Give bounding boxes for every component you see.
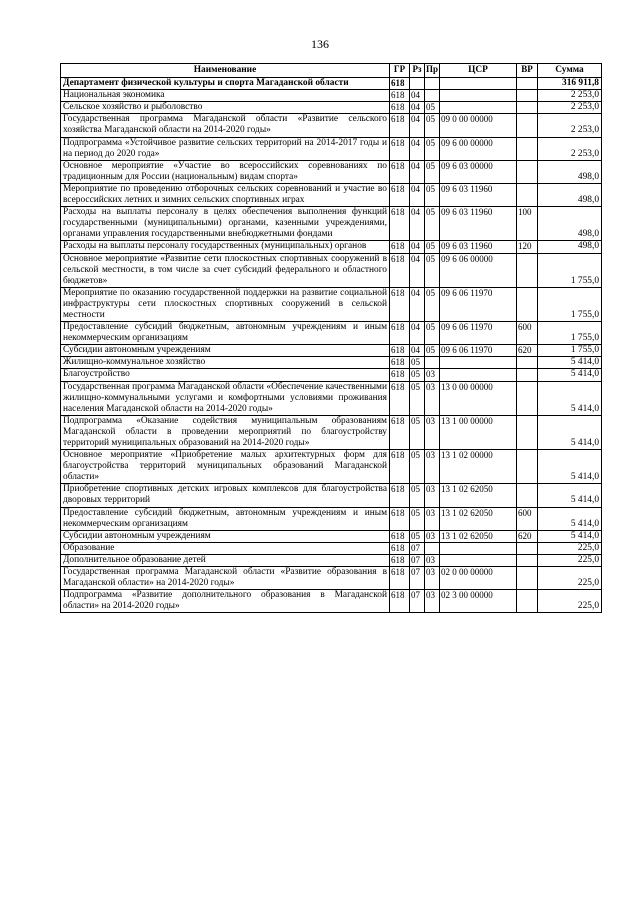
cell-name: Подпрограмма «Устойчивое развитие сельских территорий на 2014-2017 годы и на период до 2020 года» bbox=[61, 137, 390, 160]
cell-pr bbox=[425, 78, 440, 90]
cell-pr: 05 bbox=[425, 253, 440, 287]
cell-sum: 5 414,0 bbox=[538, 507, 602, 530]
table-row bbox=[61, 415, 602, 449]
table-row bbox=[61, 253, 602, 287]
cell-pr: 05 bbox=[425, 322, 440, 345]
cell-name: Национальная экономика bbox=[61, 90, 390, 102]
cell-csr bbox=[440, 542, 517, 554]
cell-csr: 09 6 03 11960 bbox=[440, 241, 517, 253]
cell-rz: 07 bbox=[410, 567, 425, 590]
cell-gr: 618 bbox=[390, 160, 410, 183]
cell-vr: 620 bbox=[517, 345, 538, 357]
cell-vr bbox=[517, 114, 538, 137]
table-row bbox=[61, 207, 602, 241]
cell-vr bbox=[517, 590, 538, 613]
cell-sum: 5 414,0 bbox=[538, 357, 602, 369]
table-row bbox=[61, 369, 602, 381]
cell-csr: 13 1 02 62050 bbox=[440, 530, 517, 542]
cell-name: Государственная программа Магаданской области «Развитие сельского хозяйства Магаданской области на 2014-2020 годы» bbox=[61, 114, 390, 137]
table-row bbox=[61, 507, 602, 530]
cell-sum: 5 414,0 bbox=[538, 415, 602, 449]
cell-name: Основное мероприятие «Приобретение малых архитектурных форм для благоустройства территорий муниципальных образований Магаданской области» bbox=[61, 450, 390, 484]
table-row bbox=[61, 345, 602, 357]
cell-vr: 600 bbox=[517, 322, 538, 345]
table-row bbox=[61, 287, 602, 321]
cell-sum: 316 911,8 bbox=[538, 78, 602, 90]
cell-vr: 100 bbox=[517, 207, 538, 241]
cell-rz: 07 bbox=[410, 554, 425, 566]
table-row bbox=[61, 102, 602, 114]
cell-sum: 5 414,0 bbox=[538, 381, 602, 415]
cell-csr: 09 6 03 00000 bbox=[440, 160, 517, 183]
cell-gr: 618 bbox=[390, 114, 410, 137]
cell-name: Основное мероприятие «Участие во всероссийских соревнованиях по традиционным для России (национальным) видам спорта» bbox=[61, 160, 390, 183]
cell-rz: 04 bbox=[410, 345, 425, 357]
cell-gr: 618 bbox=[390, 567, 410, 590]
cell-sum: 2 253,0 bbox=[538, 114, 602, 137]
cell-rz: 04 bbox=[410, 253, 425, 287]
cell-csr bbox=[440, 369, 517, 381]
cell-pr: 03 bbox=[425, 415, 440, 449]
cell-name: Субсидии автономным учреждениям bbox=[61, 345, 390, 357]
cell-rz: 05 bbox=[410, 369, 425, 381]
cell-csr bbox=[440, 102, 517, 114]
cell-gr: 618 bbox=[390, 542, 410, 554]
header-name: Наименование bbox=[61, 64, 390, 78]
cell-name: Государственная программа Магаданской области «Развитие образования в Магаданской области» на 2014-2020 годы» bbox=[61, 567, 390, 590]
cell-vr bbox=[517, 369, 538, 381]
cell-rz: 05 bbox=[410, 450, 425, 484]
cell-sum: 498,0 bbox=[538, 160, 602, 183]
cell-rz: 04 bbox=[410, 160, 425, 183]
cell-rz: 05 bbox=[410, 507, 425, 530]
cell-name: Государственная программа Магаданской области «Обеспечение качественными жилищно-коммунальными услугами и комфортными условиями проживания населения Магаданской области на 2014-2020 годы» bbox=[61, 381, 390, 415]
cell-vr bbox=[517, 381, 538, 415]
cell-name: Субсидии автономным учреждениям bbox=[61, 530, 390, 542]
cell-sum: 225,0 bbox=[538, 590, 602, 613]
cell-vr bbox=[517, 357, 538, 369]
table-row bbox=[61, 530, 602, 542]
table-row bbox=[61, 137, 602, 160]
cell-csr: 09 6 00 00000 bbox=[440, 137, 517, 160]
cell-vr bbox=[517, 450, 538, 484]
cell-pr: 03 bbox=[425, 530, 440, 542]
cell-csr bbox=[440, 90, 517, 102]
cell-rz: 04 bbox=[410, 207, 425, 241]
cell-gr: 618 bbox=[390, 78, 410, 90]
cell-vr bbox=[517, 287, 538, 321]
header-csr: ЦСР bbox=[440, 64, 517, 78]
cell-rz: 04 bbox=[410, 287, 425, 321]
cell-sum: 498,0 bbox=[538, 207, 602, 241]
table-row bbox=[61, 114, 602, 137]
cell-name: Сельское хозяйство и рыболовство bbox=[61, 102, 390, 114]
cell-pr: 05 bbox=[425, 241, 440, 253]
cell-vr bbox=[517, 484, 538, 507]
cell-pr: 03 bbox=[425, 590, 440, 613]
cell-vr bbox=[517, 253, 538, 287]
table-row bbox=[61, 357, 602, 369]
cell-gr: 618 bbox=[390, 253, 410, 287]
cell-gr: 618 bbox=[390, 357, 410, 369]
cell-csr bbox=[440, 357, 517, 369]
cell-gr: 618 bbox=[390, 102, 410, 114]
cell-name: Расходы на выплаты персоналу в целях обеспечения выполнения функций государственными (муниципальными) органами, казенными учреждениями, органами управления государственными внебюджетными фондами bbox=[61, 207, 390, 241]
cell-pr bbox=[425, 90, 440, 102]
cell-pr: 05 bbox=[425, 137, 440, 160]
cell-vr: 620 bbox=[517, 530, 538, 542]
cell-pr: 05 bbox=[425, 160, 440, 183]
cell-gr: 618 bbox=[390, 415, 410, 449]
cell-pr: 05 bbox=[425, 287, 440, 321]
cell-vr bbox=[517, 542, 538, 554]
cell-csr: 09 6 03 11960 bbox=[440, 207, 517, 241]
table-row bbox=[61, 554, 602, 566]
cell-rz: 05 bbox=[410, 357, 425, 369]
cell-name: Расходы на выплаты персоналу государственных (муниципальных) органов bbox=[61, 241, 390, 253]
cell-gr: 618 bbox=[390, 183, 410, 206]
cell-sum: 5 414,0 bbox=[538, 450, 602, 484]
cell-name: Мероприятие по проведению отборочных сельских соревнований и участие во всероссийских летних и зимних сельских спортивных играх bbox=[61, 183, 390, 206]
cell-rz: 04 bbox=[410, 241, 425, 253]
cell-vr bbox=[517, 78, 538, 90]
table-row bbox=[61, 322, 602, 345]
table-row bbox=[61, 450, 602, 484]
table-row bbox=[61, 484, 602, 507]
cell-pr: 03 bbox=[425, 369, 440, 381]
cell-csr: 02 3 00 00000 bbox=[440, 590, 517, 613]
cell-vr bbox=[517, 183, 538, 206]
table-row bbox=[61, 241, 602, 253]
cell-gr: 618 bbox=[390, 322, 410, 345]
cell-name: Благоустройство bbox=[61, 369, 390, 381]
cell-sum: 1 755,0 bbox=[538, 287, 602, 321]
cell-name: Подпрограмма «Развитие дополнительного образования в Магаданской области» на 2014-2020 годы» bbox=[61, 590, 390, 613]
table-row bbox=[61, 160, 602, 183]
cell-vr: 600 bbox=[517, 507, 538, 530]
cell-rz: 07 bbox=[410, 590, 425, 613]
cell-gr: 618 bbox=[390, 207, 410, 241]
cell-name: Основное мероприятие «Развитие сети плоскостных спортивных сооружений в сельской местности, в том числе за счет субсидий федерального и областного бюджетов» bbox=[61, 253, 390, 287]
cell-pr: 05 bbox=[425, 114, 440, 137]
cell-gr: 618 bbox=[390, 590, 410, 613]
cell-gr: 618 bbox=[390, 241, 410, 253]
cell-sum: 1 755,0 bbox=[538, 253, 602, 287]
cell-pr: 05 bbox=[425, 102, 440, 114]
cell-sum: 225,0 bbox=[538, 542, 602, 554]
cell-pr: 05 bbox=[425, 183, 440, 206]
cell-name: Предоставление субсидий бюджетным, автономным учреждениям и иным некоммерческим организациям bbox=[61, 507, 390, 530]
table-row bbox=[61, 90, 602, 102]
table-row bbox=[61, 590, 602, 613]
cell-pr: 03 bbox=[425, 567, 440, 590]
cell-vr bbox=[517, 90, 538, 102]
cell-name: Приобретение спортивных детских игровых комплексов для благоустройства дворовых территорий bbox=[61, 484, 390, 507]
cell-sum: 225,0 bbox=[538, 567, 602, 590]
cell-name: Образование bbox=[61, 542, 390, 554]
cell-name: Подпрограмма «Оказание содействия муниципальным образованиям Магаданской области в проведении мероприятий по благоустройству территорий муниципальных образований на 2014-2020 годы» bbox=[61, 415, 390, 449]
cell-csr: 13 0 00 00000 bbox=[440, 381, 517, 415]
cell-gr: 618 bbox=[390, 450, 410, 484]
cell-vr bbox=[517, 567, 538, 590]
cell-sum: 2 253,0 bbox=[538, 137, 602, 160]
cell-csr: 13 1 02 00000 bbox=[440, 450, 517, 484]
cell-pr: 03 bbox=[425, 554, 440, 566]
cell-rz: 04 bbox=[410, 90, 425, 102]
cell-csr bbox=[440, 78, 517, 90]
cell-gr: 618 bbox=[390, 369, 410, 381]
page-number: 136 bbox=[311, 37, 329, 51]
table-header-row bbox=[61, 64, 602, 78]
cell-gr: 618 bbox=[390, 90, 410, 102]
cell-rz: 04 bbox=[410, 137, 425, 160]
cell-csr: 09 6 06 11970 bbox=[440, 322, 517, 345]
cell-name: Мероприятие по оказанию государственной поддержки на развитие социальной инфраструктуры сети плоскостных спортивных сооружений в сельской местности bbox=[61, 287, 390, 321]
cell-sum: 498,0 bbox=[538, 241, 602, 253]
cell-gr: 618 bbox=[390, 381, 410, 415]
cell-pr: 03 bbox=[425, 381, 440, 415]
header-pr: Пр bbox=[425, 64, 440, 78]
cell-name: Дополнительное образование детей bbox=[61, 554, 390, 566]
cell-rz: 05 bbox=[410, 415, 425, 449]
cell-sum: 2 253,0 bbox=[538, 90, 602, 102]
cell-pr: 03 bbox=[425, 484, 440, 507]
cell-pr: 03 bbox=[425, 450, 440, 484]
cell-gr: 618 bbox=[390, 484, 410, 507]
cell-sum: 5 414,0 bbox=[538, 530, 602, 542]
cell-pr: 03 bbox=[425, 507, 440, 530]
header-vr: ВР bbox=[517, 64, 538, 78]
table-row bbox=[61, 183, 602, 206]
cell-rz: 05 bbox=[410, 530, 425, 542]
cell-gr: 618 bbox=[390, 554, 410, 566]
cell-vr: 120 bbox=[517, 241, 538, 253]
cell-rz: 04 bbox=[410, 102, 425, 114]
cell-rz: 05 bbox=[410, 381, 425, 415]
cell-gr: 618 bbox=[390, 507, 410, 530]
cell-vr bbox=[517, 415, 538, 449]
cell-pr: 05 bbox=[425, 207, 440, 241]
cell-vr bbox=[517, 554, 538, 566]
cell-sum: 5 414,0 bbox=[538, 369, 602, 381]
cell-rz: 05 bbox=[410, 484, 425, 507]
cell-pr: 05 bbox=[425, 345, 440, 357]
cell-vr bbox=[517, 160, 538, 183]
cell-rz: 04 bbox=[410, 322, 425, 345]
cell-sum: 225,0 bbox=[538, 554, 602, 566]
cell-name: Предоставление субсидий бюджетным, автономным учреждениям и иным некоммерческим организациям bbox=[61, 322, 390, 345]
cell-gr: 618 bbox=[390, 530, 410, 542]
cell-csr: 13 1 00 00000 bbox=[440, 415, 517, 449]
header-gr: ГР bbox=[390, 64, 410, 78]
cell-name: Департамент физической культуры и спорта Магаданской области bbox=[61, 78, 390, 90]
cell-pr bbox=[425, 357, 440, 369]
header-sum: Сумма bbox=[538, 64, 602, 78]
cell-csr: 09 6 06 11970 bbox=[440, 287, 517, 321]
cell-gr: 618 bbox=[390, 137, 410, 160]
cell-csr: 13 1 02 62050 bbox=[440, 507, 517, 530]
cell-csr: 09 0 00 00000 bbox=[440, 114, 517, 137]
table-row bbox=[61, 381, 602, 415]
cell-gr: 618 bbox=[390, 345, 410, 357]
cell-sum: 498,0 bbox=[538, 183, 602, 206]
cell-csr bbox=[440, 554, 517, 566]
table-row bbox=[61, 567, 602, 590]
cell-sum: 1 755,0 bbox=[538, 345, 602, 357]
table-row bbox=[61, 78, 602, 90]
cell-csr: 13 1 02 62050 bbox=[440, 484, 517, 507]
cell-sum: 2 253,0 bbox=[538, 102, 602, 114]
cell-csr: 02 0 00 00000 bbox=[440, 567, 517, 590]
cell-csr: 09 6 06 00000 bbox=[440, 253, 517, 287]
cell-vr bbox=[517, 102, 538, 114]
cell-name: Жилищно-коммунальное хозяйство bbox=[61, 357, 390, 369]
cell-rz bbox=[410, 78, 425, 90]
cell-csr: 09 6 06 11970 bbox=[440, 345, 517, 357]
cell-vr bbox=[517, 137, 538, 160]
cell-gr: 618 bbox=[390, 287, 410, 321]
cell-rz: 07 bbox=[410, 542, 425, 554]
cell-rz: 04 bbox=[410, 183, 425, 206]
cell-sum: 1 755,0 bbox=[538, 322, 602, 345]
cell-rz: 04 bbox=[410, 114, 425, 137]
cell-csr: 09 6 03 11960 bbox=[440, 183, 517, 206]
table-row bbox=[61, 542, 602, 554]
cell-sum: 5 414,0 bbox=[538, 484, 602, 507]
cell-pr bbox=[425, 542, 440, 554]
budget-table bbox=[60, 63, 602, 613]
header-rz: Рз bbox=[410, 64, 425, 78]
